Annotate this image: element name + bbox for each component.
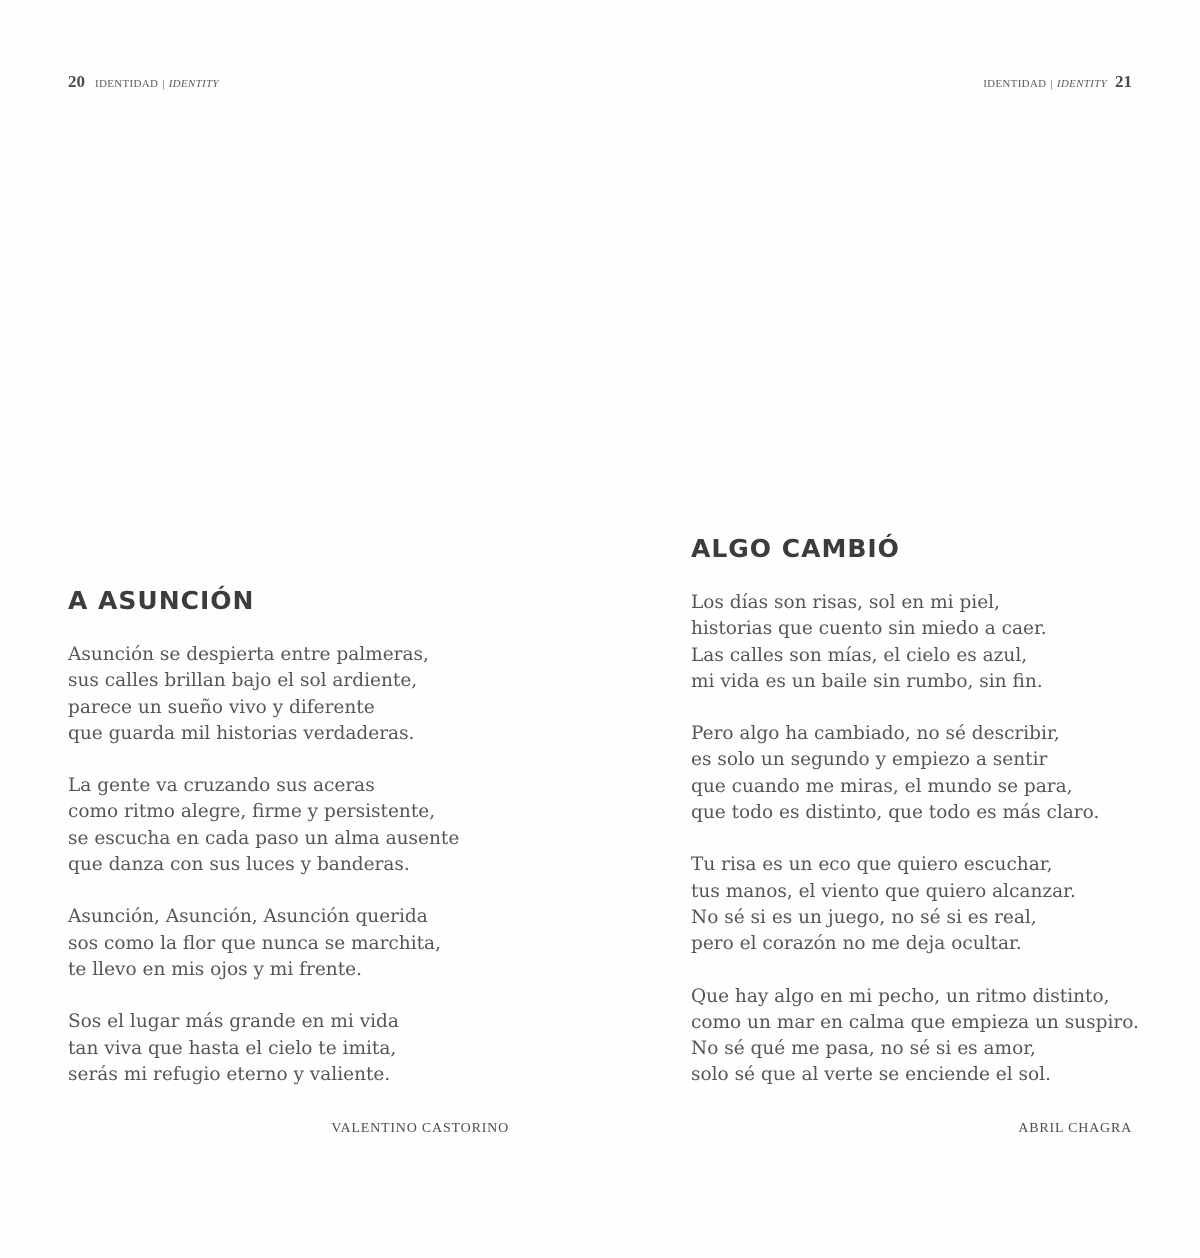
stanza bbox=[691, 590, 1139, 695]
stanza bbox=[691, 721, 1139, 826]
poem-line: Asunción, Asunción, Asunción querida bbox=[68, 906, 428, 928]
poem-body bbox=[68, 642, 459, 1088]
poem-line: es solo un segundo y empiezo a sentir bbox=[691, 749, 1048, 771]
poem-line: solo sé que al verte se enciende el sol. bbox=[691, 1064, 1051, 1086]
right-page-header bbox=[983, 72, 1132, 92]
poem-line: Asunción se despierta entre palmeras, bbox=[68, 644, 429, 665]
running-head bbox=[983, 78, 1107, 90]
running-head bbox=[95, 78, 219, 90]
poem-line: Sos el lugar más grande en mi vida bbox=[68, 1011, 399, 1033]
poem-line: sus calles brillan bajo el sol ardiente, bbox=[68, 670, 418, 692]
poem-line: tus manos, el viento que quiero alcanzar. bbox=[691, 880, 1076, 902]
page-number: 21 bbox=[1115, 72, 1132, 91]
poem-line: sos como la flor que nunca se marchita, bbox=[68, 932, 441, 954]
stanza bbox=[68, 773, 459, 878]
poem-author: VALENTINO CASTORINO bbox=[331, 1121, 509, 1136]
poem-line: parece un sueño vivo y diferente bbox=[68, 696, 375, 718]
poem-line: tan viva que hasta el cielo te imita, bbox=[68, 1037, 397, 1059]
running-head-separator: | bbox=[1050, 78, 1053, 90]
poem-line: Que hay algo en mi pecho, un ritmo distinto, bbox=[691, 985, 1110, 1007]
poem-line: La gente va cruzando sus aceras bbox=[68, 775, 375, 797]
poem-line: como un mar en calma que empieza un suspiro. bbox=[691, 1011, 1139, 1033]
running-head-separator: | bbox=[162, 78, 165, 90]
poem-line: te llevo en mis ojos y mi frente. bbox=[68, 958, 362, 980]
poem-line: Los días son risas, sol en mi piel, bbox=[691, 592, 1000, 613]
poem-body bbox=[691, 590, 1139, 1089]
page-number: 20 bbox=[68, 72, 85, 91]
poem-line: historias que cuento sin miedo a caer. bbox=[691, 618, 1047, 640]
poem-line: que guarda mil historias verdaderas. bbox=[68, 722, 415, 744]
running-head-en: IDENTITY bbox=[168, 78, 219, 90]
poem-line: se escucha en cada paso un alma ausente bbox=[68, 827, 460, 849]
poem-line: mi vida es un baile sin rumbo, sin fin. bbox=[691, 670, 1043, 692]
running-head-es: IDENTIDAD bbox=[983, 78, 1047, 90]
poem-line: Tu risa es un eco que quiero escuchar, bbox=[691, 854, 1053, 876]
running-head-es: IDENTIDAD bbox=[95, 78, 159, 90]
poem-line: que danza con sus luces y banderas. bbox=[68, 854, 410, 876]
stanza bbox=[691, 984, 1139, 1089]
stanza bbox=[691, 852, 1139, 957]
stanza bbox=[68, 642, 459, 747]
poem-author: ABRIL CHAGRA bbox=[1018, 1121, 1132, 1136]
poem-line: Las calles son mías, el cielo es azul, bbox=[691, 644, 1028, 666]
poem-title: A ASUNCIÓN bbox=[68, 586, 255, 615]
left-page-header bbox=[68, 72, 219, 92]
poem-line: que cuando me miras, el mundo se para, bbox=[691, 775, 1073, 797]
poem-line: pero el corazón no me deja ocultar. bbox=[691, 933, 1022, 955]
right-page bbox=[600, 0, 1200, 1258]
poem-line: Pero algo ha cambiado, no sé describir, bbox=[691, 723, 1060, 745]
stanza bbox=[68, 1009, 459, 1088]
poem-line: serás mi refugio eterno y valiente. bbox=[68, 1063, 391, 1085]
poem-line: que todo es distinto, que todo es más claro. bbox=[691, 802, 1100, 824]
poem-line: No sé qué me pasa, no sé si es amor, bbox=[691, 1038, 1036, 1060]
poem-title: ALGO CAMBIÓ bbox=[691, 534, 900, 563]
stanza bbox=[68, 904, 459, 983]
poem-line: como ritmo alegre, firme y persistente, bbox=[68, 801, 436, 823]
poem-line: No sé si es un juego, no sé si es real, bbox=[691, 906, 1037, 928]
running-head-en: IDENTITY bbox=[1056, 78, 1107, 90]
